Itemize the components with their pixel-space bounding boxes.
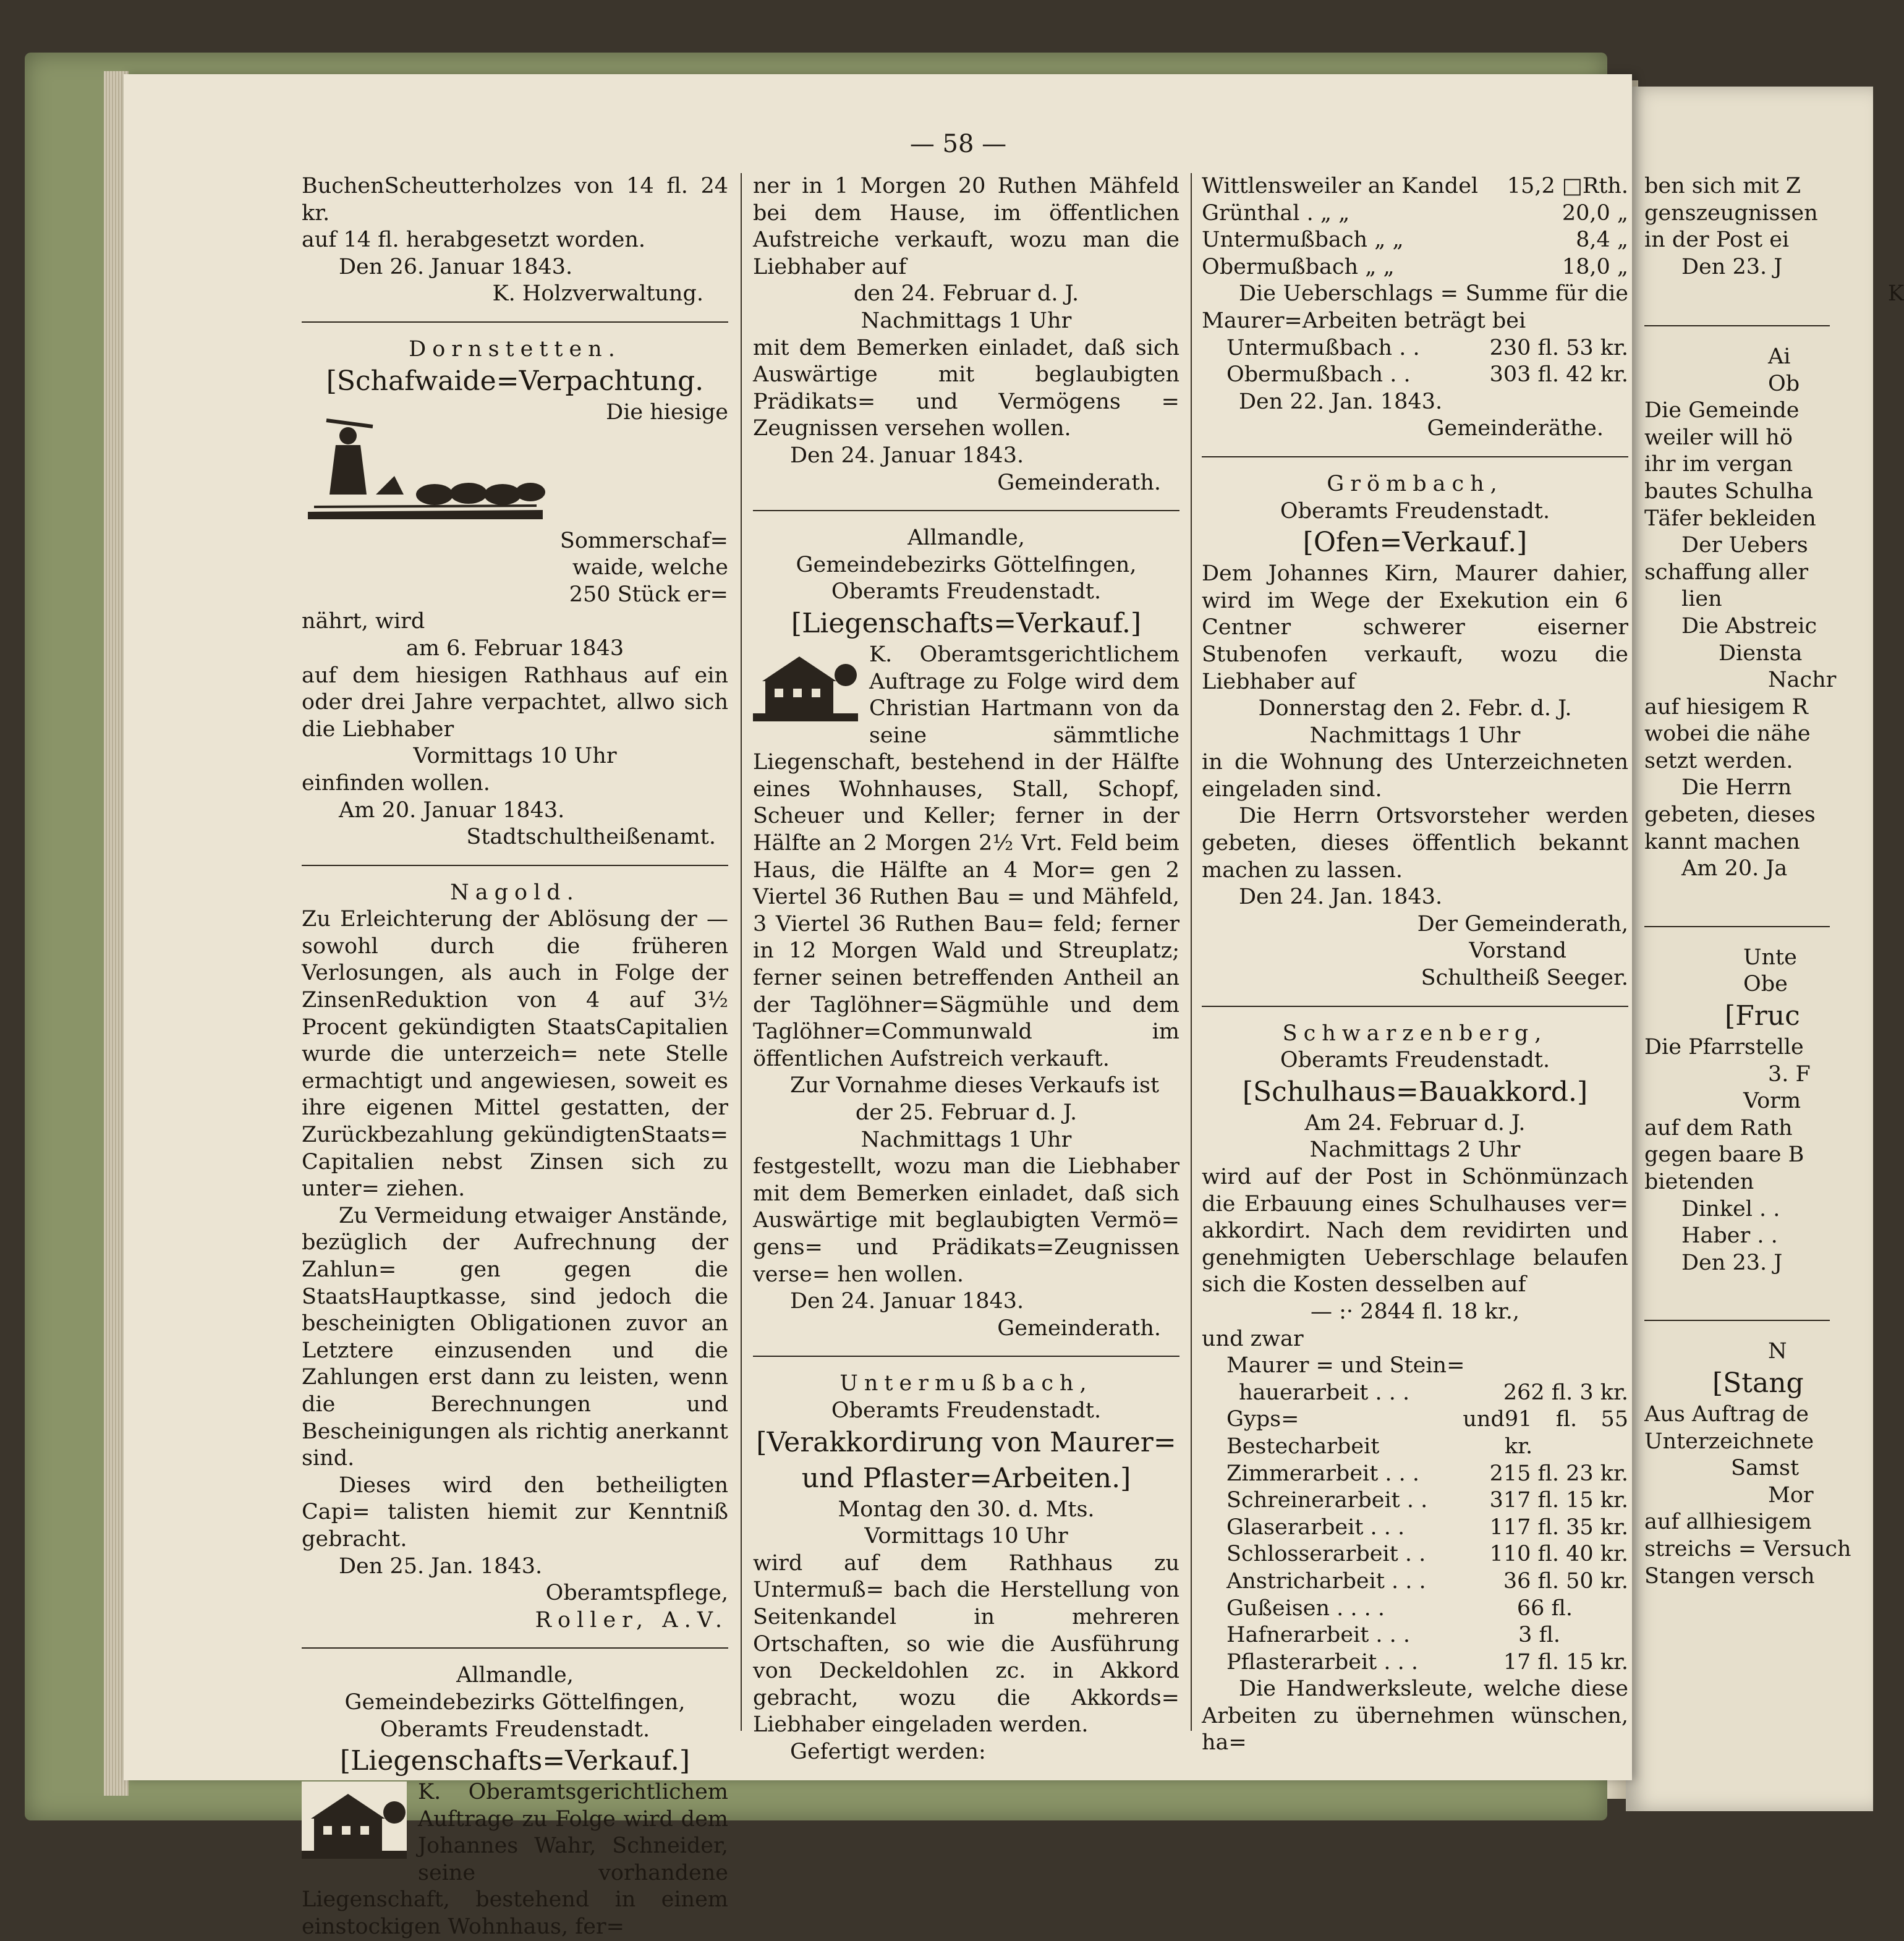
date-line: Am 20. Januar 1843. [339, 797, 565, 823]
next-line: setzt werden. [1644, 748, 1793, 773]
row-label: Gyps= und Bestecharbeit [1226, 1407, 1505, 1459]
next-line: Die Gemeinde [1644, 398, 1800, 423]
column-3 [1202, 173, 1628, 1756]
row-value: 110 fl. 40 kr. [1489, 1542, 1628, 1567]
text-paragraph: Die Handwerksleute, welche diese Arbeiten zu übernehmen wünschen, ha= [1202, 1676, 1628, 1756]
date-line: Den 25. Jan. 1843. [339, 1553, 543, 1579]
text-paragraph: ner in 1 Morgen 20 Ruthen Mähfeld bei dem Hause, im öffentlichen Aufstreiche verkauft, wozu man die Liebhaber auf [753, 174, 1179, 279]
row-label: Pflasterarbeit . . . [1226, 1649, 1418, 1675]
house-woodcut [302, 1782, 407, 1859]
next-line: Den 23. J [1681, 1250, 1783, 1275]
row-label: Obermußbach . . [1226, 362, 1411, 388]
column-1 [302, 173, 728, 1940]
time-line: Nachmittags 2 Uhr [1309, 1137, 1521, 1163]
date-line: Den 22. Jan. 1843. [1239, 389, 1443, 414]
table-row [1202, 173, 1628, 200]
next-line: auf hiesigem R [1644, 694, 1808, 720]
ad-title: [Liegenschafts=Verkauf.] [339, 1745, 691, 1777]
row-value: 66 fl. [1516, 1595, 1573, 1621]
next-line: in der Post ei [1644, 227, 1790, 253]
divider [1644, 1320, 1830, 1321]
signature: Schultheiß Seeger. [1421, 966, 1628, 991]
date-line: Den 24. Januar 1843. [790, 1289, 1024, 1314]
ad-subtitle: Oberamts Freudenstadt. [380, 1717, 650, 1742]
table-row [1202, 1541, 1628, 1568]
text-paragraph: Dieses wird den betheiligten Capi= talisten hiemit zur Kenntniß gebracht. [302, 1472, 728, 1552]
divider [753, 1356, 1179, 1357]
text-paragraph: festgestellt, wozu man die Liebhaber mit dem Bemerken einladet, daß sich Auswärtige mit beglaubigten Vermö= gens= und Prädikats=Zeugnissen verse= hen wollen. [753, 1154, 1179, 1287]
next-line: bautes Schulha [1644, 478, 1813, 504]
text-paragraph: K. Oberamtsgerichtlichem Auftrage zu Folge wird dem Christian Hartmann von da seine sämmtliche Liegenschaft, bestehend in der Hälfte eines Wohnhauses, Stall, Schopf, Scheuer und Keller; ferner in der Hälfte an 2 Morgen 2½ Vrt. Feld beim Haus, die Hälfte an 4 Mor= gen 2 Viertel 36 Ruthen Bau = und Mähfeld, 3 Viertel 36 Ruthen Bau= feld; ferner in 12 Morgen Wald und Streuplatz; ferner seinen betreffenden Antheil an der Taglöhner=Sägmühle und dem Taglöhner=Communwald im öffentlichen Aufstreich verkauft. [753, 642, 1179, 1071]
row-value: 117 fl. 35 kr. [1489, 1514, 1628, 1540]
row-label: Zimmerarbeit . . . [1226, 1461, 1420, 1486]
page-number: — 58 — [909, 130, 1007, 158]
text-line: auf 14 fl. herabgesetzt worden. [302, 227, 646, 253]
text-line: BuchenScheutterholzes von 14 fl. 24 kr. [302, 174, 728, 226]
signature: Vorstand [1469, 938, 1566, 964]
ad-subtitle: Oberamts Freudenstadt. [831, 1398, 1102, 1423]
next-line: Haber . . [1681, 1223, 1778, 1249]
ad-place: Dornstetten. [409, 336, 621, 362]
next-line: ben sich mit Z [1644, 174, 1801, 198]
next-line: streichs = Versuch [1644, 1536, 1851, 1561]
ad-subtitle: Oberamts Freudenstadt. [1280, 498, 1550, 524]
text-paragraph: wird auf der Post in Schönmünzach die Erbauung eines Schulhauses ver= akkordirt. Nach dem revidirten und genehmigten Ueberschlage belaufen sich die Kosten desselben auf [1202, 1165, 1628, 1298]
next-page-partial [1626, 87, 1904, 1811]
next-line: Mor [1768, 1482, 1814, 1508]
next-line: Die Herrn [1681, 775, 1792, 801]
row-value: 18,0 „ [1562, 254, 1628, 279]
next-line: auf dem Rath [1644, 1115, 1793, 1140]
next-line: Ai [1768, 344, 1791, 369]
table-row [1202, 1353, 1628, 1380]
next-line: Aus Auftrag de [1644, 1401, 1809, 1427]
next-line: weiler will hö [1644, 425, 1793, 450]
row-value: 317 fl. 15 kr. [1489, 1488, 1628, 1513]
signature: Gemeinderath. [997, 470, 1161, 495]
divider [753, 510, 1179, 511]
table-row [1202, 227, 1628, 254]
text-line: Gefertigt werden: [790, 1739, 986, 1764]
row-label: Grünthal . „ „ [1202, 200, 1350, 226]
date-line: der 25. Februar d. J. [855, 1100, 1077, 1125]
table-row [1202, 362, 1628, 389]
ad-title: [Ofen=Verkauf.] [1303, 527, 1528, 559]
next-line: Ob [1768, 371, 1800, 396]
text-line: Die hiesige [606, 399, 728, 425]
row-value: 20,0 „ [1562, 200, 1628, 226]
next-line: Der Uebers [1681, 533, 1808, 558]
signature: Oberamtspflege, [545, 1581, 728, 1606]
ad-place: Allmandle, [456, 1663, 574, 1688]
ad-title: [Verakkordirung von Maurer= [756, 1426, 1176, 1458]
next-line: lien [1681, 587, 1722, 612]
row-label: Gußeisen . . . . [1226, 1595, 1385, 1621]
ad-place: Untermußbach, [839, 1371, 1093, 1396]
text-line: Sommerschaf= [559, 528, 728, 553]
text-line: waide, welche [572, 555, 728, 580]
next-line: gebeten, dieses [1644, 802, 1816, 828]
next-line: K [1887, 281, 1904, 307]
text-paragraph: in die Wohnung des Unterzeichneten eingeladen sind. [1202, 750, 1628, 802]
signature: Der Gemeinderath, [1417, 911, 1628, 937]
row-value: 303 fl. 42 kr. [1489, 362, 1628, 388]
text-line: und zwar [1202, 1326, 1304, 1351]
text-paragraph: mit dem Bemerken einladet, daß sich Auswärtige mit beglaubigten Prädikats= und Vermögens = Zeugnissen versehen wollen. [753, 335, 1179, 441]
divider [1202, 456, 1628, 457]
time-line: Nachmittags 1 Uhr [1309, 723, 1521, 748]
next-line: auf allhiesigem [1644, 1510, 1812, 1535]
text-paragraph: wird auf dem Rathhaus zu Untermuß= bach die Herstellung von Seitenkandel in mehreren Ortschaften, so wie die Ausführung von Deckeldohlen zc. in Akkord gebracht, wozu die Akkords= Liebhaber eingeladen werden. [753, 1550, 1179, 1738]
row-value: 262 fl. 3 kr. [1503, 1380, 1628, 1405]
table-row [1202, 1568, 1628, 1595]
text-paragraph: auf dem hiesigen Rathhaus auf ein oder drei Jahre verpachtet, allwo sich die Liebhaber [302, 663, 728, 742]
ad-subtitle: Gemeindebezirks Göttelfingen, [344, 1689, 686, 1715]
row-value: 15,2 □Rth. [1507, 174, 1628, 198]
divider [1644, 926, 1830, 927]
text-line: 250 Stück er= [569, 582, 728, 607]
row-value: 3 fl. [1518, 1623, 1560, 1648]
row-label: Untermußbach . . [1226, 335, 1420, 360]
next-line: bietenden [1644, 1170, 1754, 1194]
date-line: Am 24. Februar d. J. [1304, 1110, 1526, 1136]
signature: Gemeinderath. [997, 1315, 1161, 1341]
row-label: Wittlensweiler an Kandel [1202, 174, 1479, 198]
column-rule [1191, 173, 1192, 1731]
next-line: Obe [1743, 972, 1788, 997]
row-label: Glaserarbeit . . . [1226, 1514, 1405, 1540]
ad-title: [Schulhaus=Bauakkord.] [1242, 1076, 1588, 1108]
date-line: den 24. Februar d. J. [853, 281, 1079, 307]
text-paragraph: Die Herrn Ortsvorsteher werden gebeten, dieses öffentlich bekannt machen zu lassen. [1202, 804, 1628, 883]
next-line: 3. F [1768, 1061, 1811, 1087]
divider [302, 1647, 728, 1649]
signature: K. Holzverwaltung. [492, 281, 703, 307]
row-label: Schlosserarbeit . . [1226, 1542, 1426, 1567]
ad-place: Grömbach, [1327, 471, 1503, 496]
signature: Stadtschultheißenamt. [466, 825, 716, 850]
date-line: Donnerstag den 2. Febr. d. J. [1258, 696, 1572, 721]
date-line: Den 26. Januar 1843. [339, 254, 573, 279]
next-line: [Stang [1712, 1367, 1804, 1399]
text-line: einfinden wollen. [302, 770, 490, 796]
time-line: Vormittags 10 Uhr [413, 744, 617, 769]
row-label: hauerarbeit . . . [1239, 1380, 1410, 1405]
column-2 [753, 173, 1179, 1764]
time-line: Vormittags 10 Uhr [864, 1524, 1068, 1549]
ad-title: und Pflaster=Arbeiten.] [801, 1462, 1131, 1494]
ad-title: [Schafwaide=Verpachtung. [326, 365, 704, 397]
row-label: Untermußbach „ „ [1202, 227, 1404, 253]
text-paragraph: Dem Johannes Kirn, Maurer dahier, wird im Wege der Exekution ein 6 Centner schwerer eiserner Stubenofen verkauft, wozu die Liebhaber auf [1202, 561, 1628, 694]
ad-place: Nagold. [450, 880, 580, 905]
date-line: Den 24. Jan. 1843. [1239, 885, 1443, 910]
text-paragraph: Die Ueberschlags = Summe für die Maurer=Arbeiten beträgt bei [1202, 281, 1628, 333]
table-row [1202, 1622, 1628, 1649]
divider [1202, 1006, 1628, 1007]
next-line: Täfer bekleiden [1644, 506, 1816, 531]
text-line: nährt, wird [302, 609, 425, 634]
sum-line: — :· 2844 fl. 18 kr., [1311, 1299, 1519, 1324]
row-value: 36 fl. 50 kr. [1503, 1568, 1628, 1594]
text-paragraph: Zu Erleichterung der Ablösung der — sowohl durch die früheren Verlosungen, als auch in Folge der ZinsenReduktion von 4 auf 3½ Procent gekündigten StaatsCapitalien wurde die unterzeich= nete Stelle ermachtigt und angewiesen, soweit es ihre eigenen Mittel gestatten, der Zurückbezahlung gekündigtenStaats= Capitalien nebst Zinsen sich zu unter= ziehen. [302, 907, 728, 1202]
next-line: Diensta [1719, 640, 1803, 666]
table-row [1202, 200, 1628, 227]
shepherd-woodcut [302, 402, 549, 525]
next-line: N [1768, 1339, 1787, 1364]
next-line: Nachr [1768, 668, 1837, 693]
date-line: am 6. Februar 1843 [406, 635, 624, 661]
next-line: gegen baare B [1644, 1142, 1804, 1168]
next-line: Die Abstreic [1681, 613, 1817, 639]
time-line: Nachmittags 1 Uhr [861, 308, 1072, 333]
table-row [1202, 1380, 1628, 1407]
next-line: Unterzeichnete [1644, 1429, 1814, 1454]
column-rule [741, 173, 742, 1731]
row-label: Obermußbach „ „ [1202, 254, 1395, 279]
text-paragraph: Zu Vermeidung etwaiger Anstände, bezüglich der Aufrechnung der Zahlun= gen gegen die StaatsHauptkasse, sind jedoch die bescheinigten Obligationen zuvor an Letztere einzusenden und die Zahlungen erst dann zu leisten, wenn die Berechnungen und Bescheinigungen als richtig anerkannt sind. [302, 1203, 728, 1471]
house-woodcut [753, 644, 858, 721]
next-line: Unte [1743, 945, 1797, 970]
table-row [1202, 1406, 1628, 1460]
divider [302, 865, 728, 866]
next-line: Vorm [1743, 1089, 1801, 1114]
row-value: 230 fl. 53 kr. [1489, 335, 1628, 360]
table-row [1202, 1461, 1628, 1488]
row-label: Hafnerarbeit . . . [1226, 1623, 1411, 1648]
table-row [1202, 254, 1628, 281]
row-value: 8,4 „ [1576, 227, 1628, 253]
date-line: Montag den 30. d. Mts. [838, 1497, 1095, 1522]
next-line: Stangen versch [1644, 1563, 1815, 1589]
table-row [1202, 1514, 1628, 1542]
next-line: Den 23. J [1681, 254, 1783, 279]
divider [1644, 325, 1830, 326]
next-line: genszeugnissen [1644, 200, 1818, 226]
next-line: ihr im vergan [1644, 452, 1793, 477]
next-line: Samst [1731, 1456, 1800, 1481]
table-row [1202, 1649, 1628, 1676]
row-label: Schreinerarbeit . . [1226, 1488, 1428, 1513]
signature: Roller, A.V. [535, 1607, 728, 1633]
ad-place: Allmandle, [907, 525, 1025, 551]
next-line: kannt machen [1644, 829, 1800, 854]
text-line: Zur Vornahme dieses Verkaufs ist [790, 1073, 1160, 1098]
table-row [1202, 335, 1628, 362]
row-value: 17 fl. 15 kr. [1503, 1649, 1628, 1675]
table-row [1202, 1487, 1628, 1514]
next-line: Dinkel . . [1681, 1196, 1780, 1221]
next-page-column [1644, 173, 1904, 1590]
ad-title: [Liegenschafts=Verkauf.] [791, 607, 1142, 639]
row-value: 91 fl. 55 kr. [1504, 1407, 1628, 1459]
next-line: [Fruc [1725, 1000, 1800, 1032]
next-line: Die Pfarrstelle [1644, 1035, 1804, 1060]
ad-subtitle: Oberamts Freudenstadt. [831, 579, 1102, 605]
next-line: schaffung aller [1644, 559, 1809, 585]
text-paragraph: K. Oberamtsgerichtlichem Auftrage zu Folge wird dem Johannes Wahr, Schneider, seine vorhandene Liegenschaft, bestehend in einem einstockigen Wohnhaus, fer= [302, 1780, 728, 1940]
ad-subtitle: Oberamts Freudenstadt. [1280, 1048, 1550, 1073]
next-line: wobei die nähe [1644, 721, 1811, 747]
next-line: Am 20. Ja [1681, 856, 1788, 881]
divider [302, 321, 728, 323]
table-row [1202, 1595, 1628, 1623]
row-label: Anstricharbeit . . . [1226, 1568, 1426, 1594]
ad-place: Schwarzenberg, [1282, 1021, 1548, 1046]
row-label: Maurer = und Stein= [1226, 1353, 1465, 1378]
date-line: Den 24. Januar 1843. [790, 443, 1024, 468]
signature: Gemeinderäthe. [1427, 416, 1604, 441]
time-line: Nachmittags 1 Uhr [861, 1127, 1072, 1152]
row-value: 215 fl. 23 kr. [1489, 1461, 1628, 1486]
ad-subtitle: Gemeindebezirks Göttelfingen, [796, 552, 1137, 577]
